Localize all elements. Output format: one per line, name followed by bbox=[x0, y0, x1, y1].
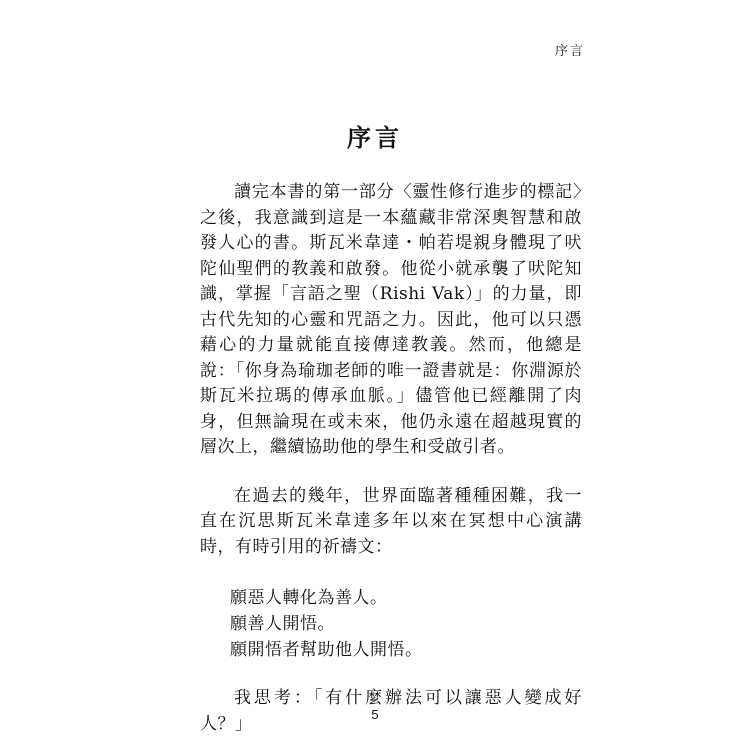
running-header: 序言 bbox=[554, 44, 585, 59]
paragraph-1: 讀完本書的第一部分〈靈性修行進步的標記〉之後，我意識到這是一本蘊藏非常深奧智慧和啟發人心的書。斯瓦米韋達・帕若堤親身體現了吠陀仙聖們的教義和啟發。他從小就承襲了吠陀知識，掌握「言語之聖（Rishi Vak）」的力量，即古代先知的心靈和咒語之力。因此，他可以只憑藉心的力量就能直接傳達教義。然而，他總是說：「你身為瑜珈老師的唯一證書就是：你淵源於斯瓦米拉瑪的傳承血脈。」儘管他已經離開了肉身，但無論現在或未來，他仍永遠在超越現實的層次上，繼續協助他的學生和受啟引者。 bbox=[200, 182, 582, 457]
prayer-line: 願惡人轉化為善人。 bbox=[230, 588, 388, 608]
prayer-list bbox=[230, 585, 582, 663]
prayer-line: 願開悟者幫助他人開悟。 bbox=[230, 640, 423, 660]
page-number: 5 bbox=[371, 707, 379, 722]
paragraph-2: 在過去的幾年，世界面臨著種種困難，我一直在沉思斯瓦米韋達多年以來在冥想中心演講時，有時引用的祈禱文： bbox=[200, 485, 582, 557]
prayer-line: 願善人開悟。 bbox=[230, 614, 335, 634]
closing-paragraph: 我思考：「有什麼辦法可以讓惡人變成好人？」 bbox=[200, 688, 582, 734]
body-text bbox=[200, 180, 582, 737]
page-title: 序言 bbox=[347, 123, 403, 152]
